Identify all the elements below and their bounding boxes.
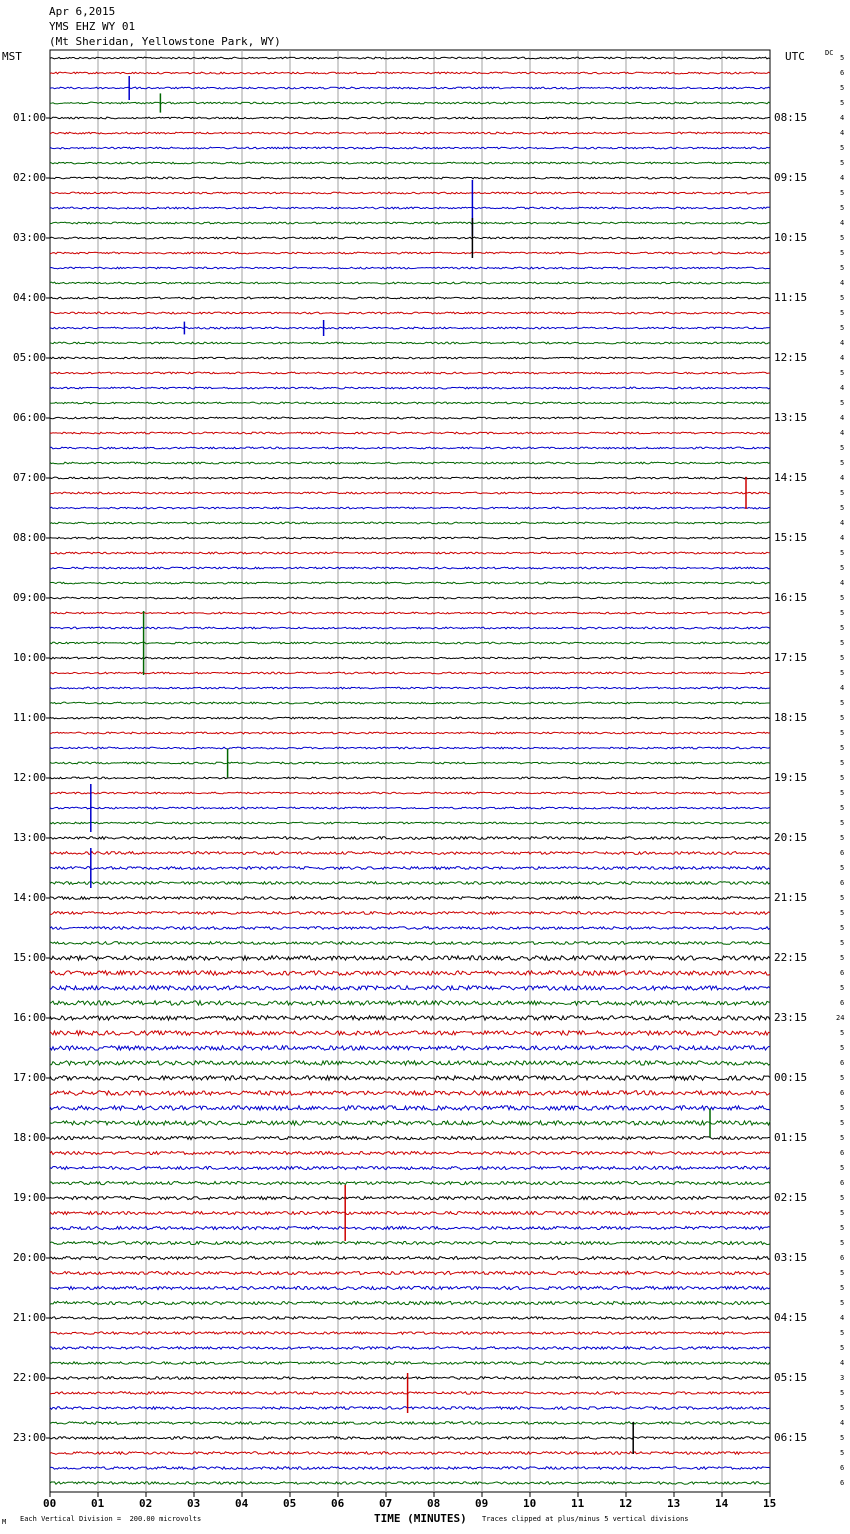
dc-offset-label: 5 — [840, 834, 845, 842]
dc-offset-label: 5 — [840, 234, 845, 242]
right-hour-label: 15:15 — [774, 531, 808, 544]
dc-offset-label: 5 — [840, 1389, 845, 1397]
dc-offset-label: 6 — [840, 69, 845, 77]
trace-line — [50, 612, 770, 614]
trace-line — [50, 432, 770, 434]
x-tick-label: 10 — [523, 1497, 537, 1510]
trace-line — [50, 267, 770, 269]
trace-line — [50, 597, 770, 599]
trace-line — [50, 912, 770, 915]
dc-offset-label: 5 — [840, 1269, 845, 1277]
dc-offset-label: 5 — [840, 159, 845, 167]
trace-line — [50, 942, 770, 945]
trace-line — [50, 1317, 770, 1320]
dc-offset-label: 4 — [840, 129, 845, 137]
trace-line — [50, 582, 770, 584]
left-hour-label: 19:00 — [13, 1191, 47, 1204]
trace-line — [50, 777, 770, 779]
trace-line — [50, 222, 770, 224]
dc-offset-label: 5 — [840, 1104, 845, 1112]
trace-line — [50, 282, 770, 284]
dc-offset-label: 5 — [840, 1404, 845, 1412]
left-hour-label: 05:00 — [13, 351, 47, 364]
trace-line — [50, 507, 770, 509]
dc-offset-label: 5 — [840, 819, 845, 827]
trace-line — [50, 1091, 770, 1095]
x-tick-label: 02 — [139, 1497, 153, 1510]
trace-line — [50, 552, 770, 554]
trace-line — [50, 402, 770, 404]
trace-line — [50, 1241, 770, 1244]
dc-offset-label: 6 — [840, 879, 845, 887]
left-hour-label: 06:00 — [13, 411, 47, 424]
left-hour-label: 22:00 — [13, 1371, 47, 1384]
dc-offset-label: 5 — [840, 459, 845, 467]
dc-offset-label: 5 — [840, 1209, 845, 1217]
right-hour-label: 18:15 — [774, 711, 808, 724]
dc-offset-label: 4 — [840, 429, 845, 437]
dc-offset-label: 5 — [840, 189, 845, 197]
trace-line — [50, 1271, 770, 1274]
trace-line — [50, 852, 770, 855]
dc-offset-label: 5 — [840, 1449, 845, 1457]
x-tick-label: 12 — [619, 1497, 633, 1510]
dc-offset-label: 5 — [840, 954, 845, 962]
dc-offset-label: 5 — [840, 444, 845, 452]
dc-offset-label: 4 — [840, 114, 845, 122]
x-tick-label: 04 — [235, 1497, 249, 1510]
right-hour-label: 08:15 — [774, 111, 808, 124]
trace-line — [50, 87, 770, 89]
chart-station: YMS EHZ WY 01 — [49, 20, 136, 33]
x-tick-label: 11 — [571, 1497, 585, 1510]
right-hour-label: 02:15 — [774, 1191, 808, 1204]
dc-offset-label: 5 — [840, 54, 845, 62]
dc-offset-label: 5 — [840, 1074, 845, 1082]
trace-line — [50, 1256, 770, 1259]
right-hour-label: 12:15 — [774, 351, 808, 364]
dc-offset-label: 5 — [840, 549, 845, 557]
trace-line — [50, 312, 770, 314]
x-tick-label: 15 — [763, 1497, 777, 1510]
dc-offset-label: 4 — [840, 519, 845, 527]
dc-offset-label: 5 — [840, 1134, 845, 1142]
trace-line — [50, 537, 770, 539]
dc-offset-label: 6 — [840, 849, 845, 857]
dc-offset-label: 5 — [840, 369, 845, 377]
trace-line — [50, 132, 770, 134]
dc-offset-label: 4 — [840, 354, 845, 362]
left-hour-label: 04:00 — [13, 291, 47, 304]
dc-offset-label: 5 — [840, 1434, 845, 1442]
trace-line — [50, 1031, 770, 1035]
right-hour-label: 16:15 — [774, 591, 808, 604]
scale-note: Each Vertical Division = 200.00 microvolts — [20, 1515, 202, 1523]
trace-line — [50, 1437, 770, 1440]
left-hour-label: 12:00 — [13, 771, 47, 784]
left-hour-label: 11:00 — [13, 711, 47, 724]
trace-line — [50, 897, 770, 900]
dc-offset-label: 5 — [840, 789, 845, 797]
dc-offset-label: 5 — [840, 759, 845, 767]
trace-line — [50, 1121, 770, 1125]
trace-line — [50, 1377, 770, 1380]
dc-offset-label: 6 — [840, 1479, 845, 1487]
dc-offset-label: 6 — [840, 1059, 845, 1067]
left-hour-label: 23:00 — [13, 1431, 47, 1444]
trace-line — [50, 1151, 770, 1154]
trace-line — [50, 986, 770, 990]
dc-offset-label: 4 — [840, 684, 845, 692]
dc-offset-label: 6 — [840, 999, 845, 1007]
dc-offset-label: 5 — [840, 1119, 845, 1127]
trace-line — [50, 1076, 770, 1080]
dc-offset-label: 5 — [840, 594, 845, 602]
trace-line — [50, 327, 770, 329]
trace-line — [50, 417, 770, 419]
trace-line — [50, 387, 770, 389]
trace-line — [50, 57, 770, 59]
right-hour-label: 14:15 — [774, 471, 808, 484]
left-hour-label: 07:00 — [13, 471, 47, 484]
trace-line — [50, 642, 770, 644]
chart-location: (Mt Sheridan, Yellowstone Park, WY) — [49, 35, 281, 48]
dc-offset-label: 5 — [840, 1029, 845, 1037]
left-hour-label: 13:00 — [13, 831, 47, 844]
dc-offset-label: 5 — [840, 99, 845, 107]
dc-offset-label: 4 — [840, 1419, 845, 1427]
dc-offset-label: 4 — [840, 534, 845, 542]
trace-line — [50, 747, 770, 749]
dc-offset-label: 6 — [840, 1089, 845, 1097]
trace-line — [50, 1482, 770, 1485]
left-hour-label: 02:00 — [13, 171, 47, 184]
trace-line — [50, 702, 770, 704]
trace-line — [50, 177, 770, 179]
trace-line — [50, 717, 770, 719]
dc-offset-label: 6 — [840, 969, 845, 977]
dc-offset-label: 5 — [840, 324, 845, 332]
trace-line — [50, 1166, 770, 1169]
dc-offset-label: 5 — [840, 624, 845, 632]
trace-line — [50, 567, 770, 569]
dc-header-label: DC — [825, 49, 834, 57]
trace-line — [50, 1301, 770, 1304]
dc-offset-label: 5 — [840, 1299, 845, 1307]
x-tick-label: 05 — [283, 1497, 297, 1510]
clip-note: Traces clipped at plus/minus 5 vertical divisions — [482, 1515, 689, 1523]
x-tick-label: 01 — [91, 1497, 105, 1510]
dc-offset-label: 3 — [840, 1374, 845, 1382]
dc-offset-label: 5 — [840, 909, 845, 917]
trace-line — [50, 927, 770, 930]
plot-frame — [50, 50, 770, 1492]
dc-offset-label: 5 — [840, 249, 845, 257]
dc-offset-label: 5 — [840, 939, 845, 947]
right-hour-label: 06:15 — [774, 1431, 808, 1444]
trace-line — [50, 117, 770, 119]
trace-line — [50, 237, 770, 239]
trace-line — [50, 1407, 770, 1410]
dc-offset-label: 5 — [840, 774, 845, 782]
dc-offset-label: 5 — [840, 144, 845, 152]
dc-offset-label: 5 — [840, 264, 845, 272]
dc-offset-label: 5 — [840, 399, 845, 407]
trace-line — [50, 1392, 770, 1395]
trace-line — [50, 462, 770, 464]
right-hour-label: 05:15 — [774, 1371, 808, 1384]
dc-offset-label: 4 — [840, 1314, 845, 1322]
right-hour-label: 17:15 — [774, 651, 808, 664]
trace-line — [50, 1226, 770, 1229]
trace-line — [50, 192, 770, 194]
dc-offset-label: 5 — [840, 864, 845, 872]
dc-offset-label: 5 — [840, 1224, 845, 1232]
trace-line — [50, 882, 770, 885]
dc-offset-label: 5 — [840, 609, 845, 617]
right-hour-label: 00:15 — [774, 1071, 808, 1084]
dc-offset-label: 6 — [840, 1254, 845, 1262]
trace-line — [50, 522, 770, 524]
dc-offset-label: 5 — [840, 654, 845, 662]
right-hour-label: 04:15 — [774, 1311, 808, 1324]
dc-offset-label: 5 — [840, 84, 845, 92]
trace-line — [50, 1362, 770, 1365]
dc-offset-label: 5 — [840, 639, 845, 647]
dc-offset-label: 5 — [840, 1044, 845, 1052]
trace-line — [50, 1136, 770, 1139]
trace-line — [50, 1332, 770, 1335]
x-tick-label: 13 — [667, 1497, 681, 1510]
trace-line — [50, 1286, 770, 1289]
left-hour-label: 16:00 — [13, 1011, 47, 1024]
dc-offset-label: 5 — [840, 1164, 845, 1172]
dc-offset-label: 5 — [840, 504, 845, 512]
dc-offset-label: 5 — [840, 1239, 845, 1247]
trace-line — [50, 762, 770, 764]
right-hour-label: 13:15 — [774, 411, 808, 424]
right-timezone-label: UTC — [785, 50, 805, 63]
dc-offset-label: 5 — [840, 309, 845, 317]
dc-offset-label: 5 — [840, 924, 845, 932]
trace-line — [50, 1046, 770, 1050]
dc-offset-label: 6 — [840, 1179, 845, 1187]
trace-line — [50, 102, 770, 104]
trace-line — [50, 732, 770, 734]
dc-offset-label: 5 — [840, 699, 845, 707]
trace-line — [50, 1181, 770, 1184]
right-hour-label: 03:15 — [774, 1251, 808, 1264]
trace-line — [50, 357, 770, 359]
right-hour-label: 11:15 — [774, 291, 808, 304]
dc-offset-label: 4 — [840, 279, 845, 287]
dc-offset-label: 5 — [840, 984, 845, 992]
right-hour-label: 21:15 — [774, 891, 808, 904]
trace-line — [50, 72, 770, 74]
right-hour-label: 23:15 — [774, 1011, 808, 1024]
trace-line — [50, 1106, 770, 1110]
dc-offset-label: 4 — [840, 474, 845, 482]
trace-line — [50, 207, 770, 209]
right-hour-label: 22:15 — [774, 951, 808, 964]
dc-offset-label: 4 — [840, 219, 845, 227]
trace-line — [50, 342, 770, 344]
left-hour-label: 15:00 — [13, 951, 47, 964]
dc-offset-label: 5 — [840, 1344, 845, 1352]
dc-offset-label: 4 — [840, 339, 845, 347]
corner-mark: M — [2, 1518, 7, 1526]
trace-line — [50, 252, 770, 254]
dc-offset-label: 6 — [840, 1464, 845, 1472]
left-hour-label: 17:00 — [13, 1071, 47, 1084]
x-tick-label: 08 — [427, 1497, 441, 1510]
dc-offset-label: 5 — [840, 714, 845, 722]
dc-offset-label: 5 — [840, 294, 845, 302]
right-hour-label: 19:15 — [774, 771, 808, 784]
dc-offset-label: 5 — [840, 204, 845, 212]
dc-offset-label: 5 — [840, 669, 845, 677]
trace-line — [50, 477, 770, 479]
trace-line — [50, 1422, 770, 1425]
trace-line — [50, 822, 770, 824]
dc-offset-label: 4 — [840, 384, 845, 392]
dc-offset-label: 6 — [840, 1149, 845, 1157]
left-hour-label: 09:00 — [13, 591, 47, 604]
x-tick-label: 14 — [715, 1497, 729, 1510]
dc-offset-label: 4 — [840, 1359, 845, 1367]
trace-line — [50, 447, 770, 449]
left-hour-label: 20:00 — [13, 1251, 47, 1264]
left-hour-label: 14:00 — [13, 891, 47, 904]
x-tick-label: 07 — [379, 1497, 393, 1510]
x-tick-label: 09 — [475, 1497, 489, 1510]
trace-line — [50, 1211, 770, 1214]
dc-offset-label: 5 — [840, 1194, 845, 1202]
left-hour-label: 21:00 — [13, 1311, 47, 1324]
right-hour-label: 20:15 — [774, 831, 808, 844]
right-hour-label: 09:15 — [774, 171, 808, 184]
trace-line — [50, 147, 770, 149]
trace-line — [50, 971, 770, 975]
trace-line — [50, 492, 770, 494]
x-axis-label: TIME (MINUTES) — [374, 1512, 467, 1525]
trace-line — [50, 1001, 770, 1005]
dc-offset-label: 4 — [840, 414, 845, 422]
trace-line — [50, 657, 770, 659]
dc-offset-label: 5 — [840, 1329, 845, 1337]
left-hour-label: 08:00 — [13, 531, 47, 544]
trace-line — [50, 837, 770, 840]
dc-offset-label: 5 — [840, 804, 845, 812]
trace-line — [50, 1196, 770, 1199]
dc-offset-label: 4 — [840, 174, 845, 182]
dc-offset-label: 5 — [840, 1284, 845, 1292]
dc-offset-label: 24 — [836, 1014, 845, 1022]
left-hour-label: 03:00 — [13, 231, 47, 244]
trace-line — [50, 1452, 770, 1455]
x-tick-label: 00 — [43, 1497, 57, 1510]
x-tick-label: 06 — [331, 1497, 345, 1510]
trace-line — [50, 672, 770, 674]
dc-offset-label: 4 — [840, 579, 845, 587]
trace-line — [50, 687, 770, 689]
trace-line — [50, 867, 770, 870]
trace-line — [50, 1347, 770, 1350]
x-tick-label: 03 — [187, 1497, 201, 1510]
left-timezone-label: MST — [2, 50, 22, 63]
dc-offset-label: 5 — [840, 894, 845, 902]
trace-line — [50, 956, 770, 960]
trace-line — [50, 807, 770, 809]
trace-line — [50, 792, 770, 794]
left-hour-label: 18:00 — [13, 1131, 47, 1144]
dc-offset-label: 5 — [840, 489, 845, 497]
dc-offset-label: 5 — [840, 744, 845, 752]
trace-line — [50, 372, 770, 374]
trace-line — [50, 1016, 770, 1020]
chart-date: Apr 6,2015 — [49, 5, 116, 18]
left-hour-label: 01:00 — [13, 111, 47, 124]
trace-line — [50, 627, 770, 629]
left-hour-label: 10:00 — [13, 651, 47, 664]
trace-line — [50, 162, 770, 164]
trace-line — [50, 1061, 770, 1065]
right-hour-label: 01:15 — [774, 1131, 808, 1144]
dc-offset-label: 5 — [840, 729, 845, 737]
dc-offset-label: 5 — [840, 564, 845, 572]
trace-line — [50, 297, 770, 299]
trace-line — [50, 1467, 770, 1470]
right-hour-label: 10:15 — [774, 231, 808, 244]
